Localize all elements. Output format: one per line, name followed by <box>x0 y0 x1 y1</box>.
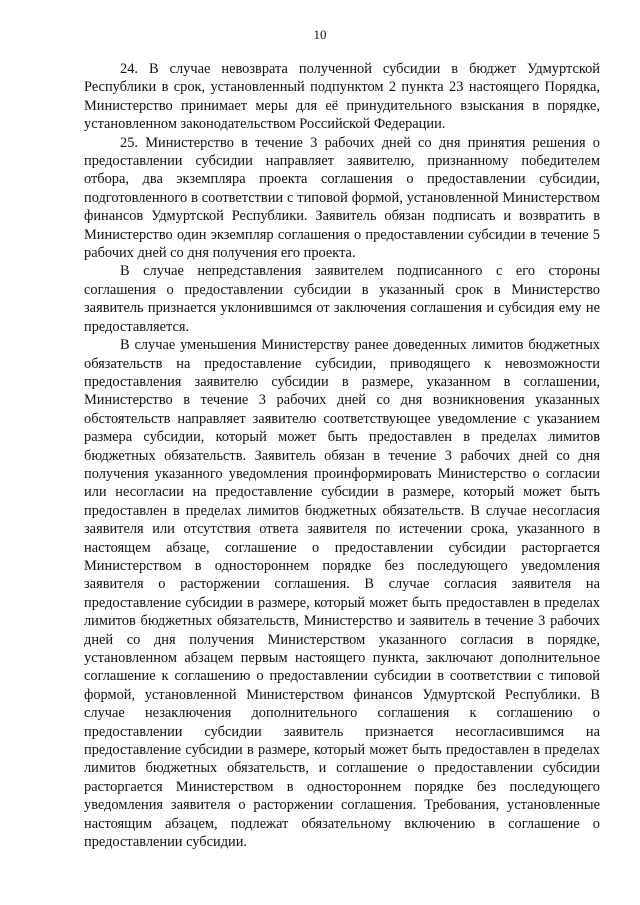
paragraph-25-limits-reduction: В случае уменьшения Министерству ранее доведенных лимитов бюджетных обязательств на предоставление субсидии, приводящего к невозможности предоставления заявителю субсидии в размере, указанном в соглашении, Министерство в течение 3 рабочих дней со дня возникновения указанных обстоятельств направляет заявителю соответствующее уведомление с указанием размера субсидии, который может быть предоставлен в пределах лимитов бюджетных обязательств. Заявитель обязан в течение 3 рабочих дней со дня получения указанного уведомления проинформировать Министерство о согласии или несогласии на предоставление субсидии в размере, который может быть предоставлен в пределах лимитов бюджетных обязательств. В случае несогласия заявителя или отсутствия ответа заявителя по истечении срока, указанного в настоящем абзаце, соглашение о предоставлении субсидии расторгается Министерством в одностороннем порядке без последующего уведомления заявителя о расторжении соглашения. В случае согласия заявителя на предоставление субсидии в размере, который может быть предоставлен в пределах лимитов бюджетных обязательств, Министерство и заявитель в течение 3 рабочих дней со дня получения Министерством указанного согласия в порядке, установленном абзацем первым настоящего пункта, заключают дополнительное соглашение к соглашению о предоставлении субсидии в соответствии с типовой формой, установленной Министерством финансов Удмуртской Республики. В случае незаключения дополнительного соглашения к соглашению о предоставлении субсидии заявитель признается несогласившимся на предоставление субсидии в размере, который может быть предоставлен в пределах лимитов бюджетных обязательств, и соглашение о предоставлении субсидии расторгается Министерством в одностороннем порядке без последующего уведомления заявителя о расторжении соглашения. Требования, установленные настоящим абзацем, подлежат обязательному включению в соглашение о предоставлении субсидии. <box>84 337 600 851</box>
paragraph-24: 24. В случае невозврата полученной субсидии в бюджет Удмуртской Республики в срок, установленный подпунктом 2 пункта 23 настоящего Порядка, Министерство принимает меры для её принудительного взыскания в порядке, установленном законодательством Российской Федерации. <box>84 61 600 133</box>
paragraph-25-non-submission: В случае непредставления заявителем подписанного с его стороны соглашения о предоставлении субсидии в указанный срок в Министерство заявитель признается уклонившимся от заключения соглашения и субсидия ему не предоставляется. <box>84 263 600 335</box>
page-number: 10 <box>313 27 327 42</box>
paragraph-25: 25. Министерство в течение 3 рабочих дней со дня принятия решения о предоставлении субсидии направляет заявителю, признанному победителем отбора, два экземпляра проекта соглашения о предоставлении субсидии, подготовленного в соответствии с типовой формой, установленной Министерством финансов Удмуртской Республики. Заявитель обязан подписать и возвратить в Министерство один экземпляр соглашения о предоставлении субсидии в течение 5 рабочих дней со дня получения его проекта. <box>84 134 600 262</box>
document-body <box>84 60 600 851</box>
